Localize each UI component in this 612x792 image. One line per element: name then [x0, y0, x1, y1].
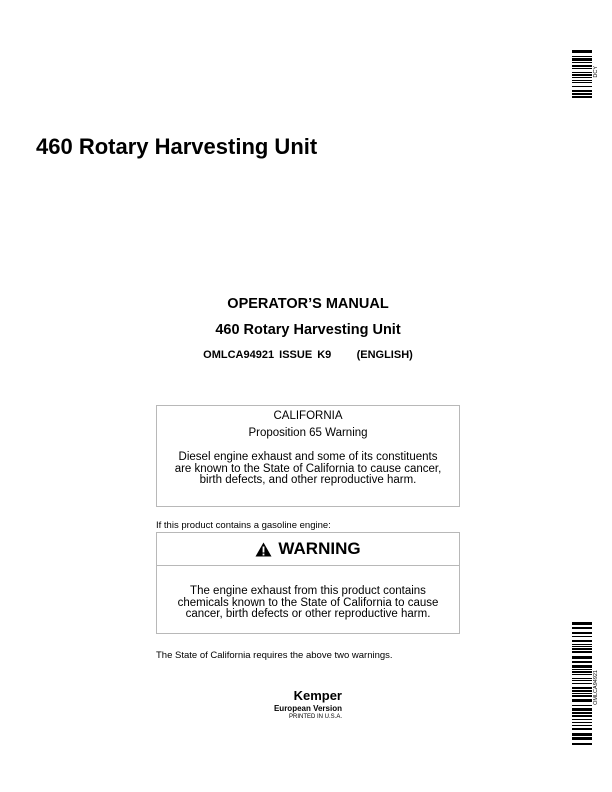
barcode-bar [572, 636, 592, 637]
barcode-bar [572, 80, 592, 81]
warning-text: The engine exhaust from this product contains chemicals known to the State of California to cause cancer, birth defects or other reproductive harm. [177, 585, 439, 620]
manual-heading: OPERATOR’S MANUAL [227, 296, 389, 312]
barcode-bar [572, 86, 592, 87]
barcode-bar [572, 693, 592, 694]
barcode-bar [572, 68, 592, 69]
printed-label: PRINTED IN U.S.A. [288, 714, 342, 720]
barcode-top-label: DCY [593, 66, 599, 78]
barcode-bar [572, 687, 592, 689]
barcode-bar [572, 715, 592, 717]
barcode-bar [572, 62, 592, 63]
barcode-bar [572, 65, 592, 67]
manual-subtitle: 460 Rotary Harvesting Unit [215, 322, 401, 338]
brand-name: Kemper [293, 688, 342, 703]
barcode-bar [572, 56, 592, 57]
manual-code: OMLCA94921 [203, 349, 275, 361]
barcode-bar [572, 699, 592, 702]
barcode-bar [572, 648, 592, 650]
barcode-bar [572, 90, 592, 92]
barcode-bar [572, 77, 592, 78]
barcode-bar [572, 640, 592, 642]
barcode-bottom-label: OMLCA94921 [593, 670, 599, 705]
warning-label: WARNING [278, 539, 361, 558]
warning-triangle-icon [255, 542, 272, 557]
barcode-bar [572, 632, 592, 634]
barcode-bar [572, 680, 592, 681]
barcode-bar [572, 651, 592, 653]
page-title: 460 Rotary Harvesting Unit [36, 134, 318, 159]
barcode-bar [572, 669, 592, 670]
prop65-box [156, 405, 460, 507]
state-note: The State of California requires the above two warnings. [156, 650, 393, 661]
barcode-bar [572, 708, 592, 711]
prop65-state: CALIFORNIA [273, 410, 343, 422]
barcode-bottom [572, 622, 592, 748]
warning-header [157, 533, 459, 566]
barcode-bar [572, 661, 592, 663]
barcode-bar [572, 722, 592, 723]
barcode-bar [572, 671, 592, 673]
barcode-bar [572, 622, 592, 625]
barcode-bar [572, 690, 592, 692]
barcode-bar [572, 683, 592, 684]
barcode-bar [572, 50, 592, 53]
barcode-bar [572, 733, 592, 736]
barcode-bar [572, 644, 592, 645]
barcode-bar [572, 627, 592, 629]
barcode-bar [572, 58, 592, 61]
barcode-bar [572, 72, 592, 73]
barcode-bar [572, 74, 592, 76]
barcode-bar [572, 712, 592, 714]
version-label: European Version [273, 704, 342, 713]
footer [200, 688, 342, 720]
manual-issue: ISSUE K9 [279, 349, 332, 361]
warning-box [156, 532, 460, 634]
barcode-bar [572, 82, 592, 83]
barcode-bar [572, 737, 592, 740]
barcode-bar [572, 646, 592, 647]
barcode-bar [572, 705, 592, 706]
manual-info [156, 296, 460, 361]
prop65-title: Proposition 65 Warning [248, 427, 368, 439]
manual-language: (ENGLISH) [356, 349, 413, 361]
gasoline-note: If this product contains a gasoline engine: [156, 520, 331, 531]
barcode-bar [572, 678, 592, 679]
barcode-bar [572, 656, 592, 659]
barcode-bar [572, 725, 592, 726]
manual-code-line [156, 349, 460, 361]
barcode-bar [572, 665, 592, 668]
barcode-top [572, 50, 592, 100]
barcode-bar [572, 695, 592, 697]
barcode-bar [572, 674, 592, 675]
barcode-bar [572, 719, 592, 720]
barcode-bar [572, 743, 592, 745]
barcode-bar [572, 728, 592, 730]
barcode-bar [572, 93, 592, 95]
prop65-text: Diesel engine exhaust and some of its constituents are known to the State of California to cause cancer, birth defects, and other reproductive harm. [174, 451, 442, 486]
barcode-bar [572, 96, 592, 98]
